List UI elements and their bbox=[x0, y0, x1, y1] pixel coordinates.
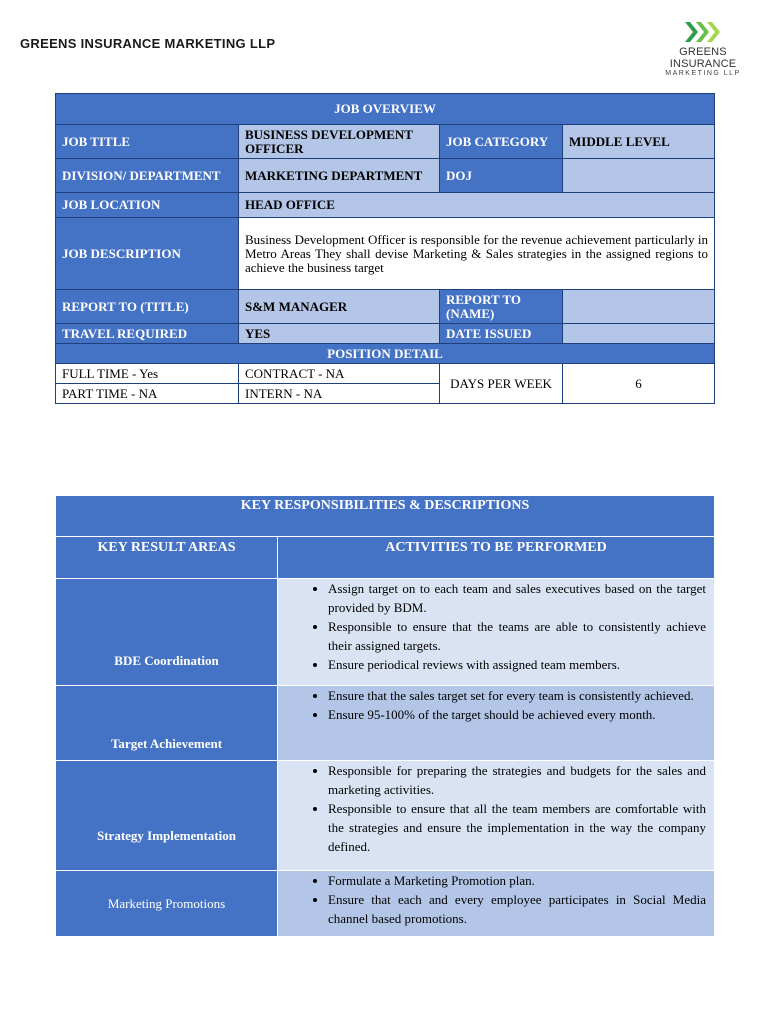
list-item: • Formulate a Marketing Promotion plan. bbox=[328, 871, 706, 890]
full-time-value: FULL TIME - Yes bbox=[56, 364, 239, 384]
intern-value: INTERN - NA bbox=[239, 384, 440, 404]
job-description-label: JOB DESCRIPTION bbox=[56, 218, 239, 290]
list-item: • Ensure 95-100% of the target should be achieved every month. bbox=[328, 705, 706, 724]
list-item: • Responsible to ensure that the teams are able to consistently achieve their assigned targets. bbox=[328, 617, 706, 655]
report-to-title-label: REPORT TO (TITLE) bbox=[56, 290, 239, 324]
kra-cell: Marketing Promotions bbox=[56, 871, 278, 937]
contract-value: CONTRACT - NA bbox=[239, 364, 440, 384]
date-issued-label: DATE ISSUED bbox=[440, 324, 563, 344]
activities-cell bbox=[278, 579, 715, 686]
list-item: • Ensure periodical reviews with assigned team members. bbox=[328, 655, 706, 674]
job-overview-title: JOB OVERVIEW bbox=[56, 94, 715, 125]
kra-cell: Strategy Implementation bbox=[56, 761, 278, 871]
job-category-label: JOB CATEGORY bbox=[440, 125, 563, 159]
job-location-label: JOB LOCATION bbox=[56, 193, 239, 218]
table-row bbox=[56, 871, 715, 937]
doj-label: DOJ bbox=[440, 159, 563, 193]
date-issued-value bbox=[563, 324, 715, 344]
report-to-title-value: S&M MANAGER bbox=[239, 290, 440, 324]
position-detail-title: POSITION DETAIL bbox=[56, 344, 715, 364]
table-row bbox=[56, 761, 715, 871]
activities-column-header: ACTIVITIES TO BE PERFORMED bbox=[278, 537, 715, 579]
logo-sub: MARKETING LLP bbox=[665, 70, 741, 75]
responsibilities-title: KEY RESPONSIBILITIES & DESCRIPTIONS bbox=[56, 496, 715, 537]
report-to-name-value bbox=[563, 290, 715, 324]
activities-cell bbox=[278, 761, 715, 871]
job-title-label: JOB TITLE bbox=[56, 125, 239, 159]
job-location-value: HEAD OFFICE bbox=[239, 193, 715, 218]
activities-cell bbox=[278, 686, 715, 761]
responsibilities-table bbox=[55, 495, 715, 937]
job-title-value: BUSINESS DEVELOPMENT OFFICER bbox=[239, 125, 440, 159]
doj-value bbox=[563, 159, 715, 193]
days-per-week-label: DAYS PER WEEK bbox=[440, 364, 563, 404]
kra-cell: Target Achievement bbox=[56, 686, 278, 761]
travel-required-label: TRAVEL REQUIRED bbox=[56, 324, 239, 344]
days-per-week-value: 6 bbox=[563, 364, 715, 404]
job-description-value: Business Development Officer is responsible for the revenue achievement particularly in Metro Areas They shall devise Marketing & Sales strategies in the assigned regions to achieve the business target bbox=[239, 218, 715, 290]
table-row bbox=[56, 579, 715, 686]
list-item: • Ensure that the sales target set for every team is consistently achieved. bbox=[328, 686, 706, 705]
company-logo bbox=[648, 20, 758, 75]
chevron-logo-icon bbox=[683, 20, 723, 44]
division-value: MARKETING DEPARTMENT bbox=[239, 159, 440, 193]
list-item: • Assign target on to each team and sales executives based on the target provided by BDM. bbox=[328, 579, 706, 617]
job-overview-table bbox=[55, 93, 715, 404]
activities-cell bbox=[278, 871, 715, 937]
kra-cell: BDE Coordination bbox=[56, 579, 278, 686]
list-item: • Responsible for preparing the strategies and budgets for the sales and marketing activities. bbox=[328, 761, 706, 799]
division-label: DIVISION/ DEPARTMENT bbox=[56, 159, 239, 193]
travel-required-value: YES bbox=[239, 324, 440, 344]
list-item: • Ensure that each and every employee participates in Social Media channel based promotions. bbox=[328, 890, 706, 928]
report-to-name-label: REPORT TO (NAME) bbox=[440, 290, 563, 324]
kra-column-header: KEY RESULT AREAS bbox=[56, 537, 278, 579]
company-name: GREENS INSURANCE MARKETING LLP bbox=[20, 36, 276, 51]
list-item: • Responsible to ensure that all the team members are comfortable with the strategies and ensure the implementation in the way the company defined. bbox=[328, 799, 706, 856]
logo-name: GREENS INSURANCE bbox=[669, 46, 737, 70]
job-category-value: MIDDLE LEVEL bbox=[563, 125, 715, 159]
part-time-value: PART TIME - NA bbox=[56, 384, 239, 404]
table-row bbox=[56, 686, 715, 761]
